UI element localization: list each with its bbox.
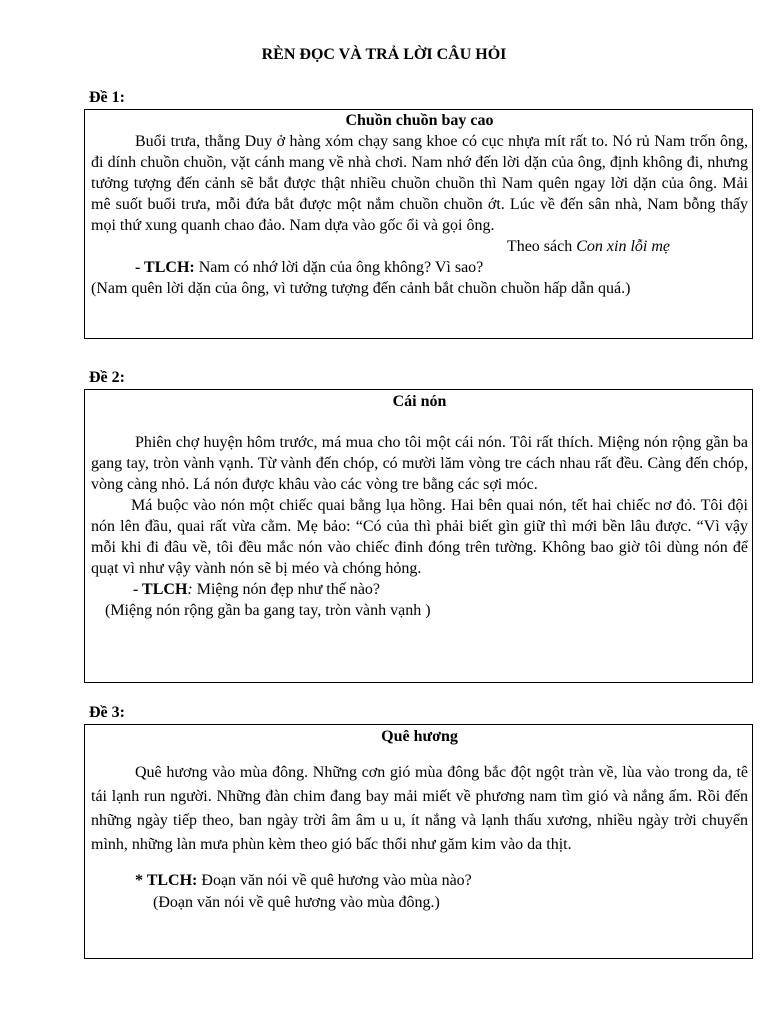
section-2-paragraph-1: Phiên chợ huyện hôm trước, má mua cho tôi một cái nón. Tôi rất thích. Miệng nón rộng gần ba gang tay, tròn vành vạnh. Từ vành đến chóp, có mười lăm vòng tre cách nhau rất đều. Càng đến chóp, vòng càng nhỏ. Lá nón được khâu vào các vòng tre bằng các sợi móc.: [91, 434, 748, 493]
section-1-heading: Chuồn chuồn bay cao: [345, 112, 494, 129]
section-2-heading: Cái nón: [392, 393, 447, 410]
section-1-paragraph: Buổi trưa, thằng Duy ở hàng xóm chạy sang khoe có cục nhựa mít rất to. Nó rủ Nam trốn ông, đi dính chuồn chuồn, vặt cánh mang về nhà chơi. Nam nhớ đến lời dặn của ông, định không đi, nhưng tưởng tượng đến cảnh sẽ bắt được thật nhiều chuồn chuồn thì Nam quên ngay lời dặn của ông. Mải mê suốt buổi trưa, mỗi đứa bắt được một nắm chuồn chuồn ớt. Lúc về đến sân nhà, Nam bỗng thấy mọi thứ xung quanh chao đảo. Nam dựa vào gốc ổi và gọi ông.: [91, 133, 748, 234]
section-3-paragraph: Quê hương vào mùa đông. Những cơn gió mùa đông bắc đột ngột tràn về, lùa vào trong da, tê tái lạnh run người. Những đàn chim đang bay mải miết về phương nam tìm gió và nắng ấm. Rồi đến những ngày tiếp theo, ban ngày trời âm âm u u, ít nắng và lạnh thấu xương, nhiều ngày trời chuyển mình, những làn mưa phùn kèm theo gió bấc thổi như găm kim vào da thịt.: [91, 764, 748, 853]
section-2-answer: (Miệng nón rộng gần ba gang tay, tròn vành vạnh ): [105, 602, 431, 619]
source-prefix: Theo sách: [506, 238, 577, 255]
section-3-heading: Quê hương: [381, 728, 458, 745]
question-colon: :: [187, 581, 193, 598]
question-text: Miệng nón đẹp như thế nào?: [192, 581, 381, 598]
section-3-label: Đề 3:: [89, 704, 125, 721]
section-2-box: [84, 389, 753, 683]
section-2-label: Đề 2:: [89, 369, 125, 386]
question-text: Nam có nhớ lời dặn của ông không? Vì sao?: [194, 259, 484, 276]
section-3-box: [84, 724, 753, 959]
section-3-question: [91, 870, 748, 892]
section-2-paragraph-2: Má buộc vào nón một chiếc quai bằng lụa hồng. Hai bên quai nón, tết hai chiếc nơ đỏ. Tôi đội nón lên đầu, quai rất vừa cằm. Mẹ bảo: “Có của thì phải biết gìn giữ thì mới bền lâu được. “Vì vậy mỗi khi đi đâu về, tôi đều mắc nón vào chiếc đinh đóng trên tường. Không bao giờ tôi dùng nón để quạt vì như vậy vành nón sẽ bị méo và chóng hỏng.: [91, 497, 748, 577]
section-3-answer: (Đoạn văn nói về quê hương vào mùa đông.): [153, 894, 440, 911]
question-label: * TLCH:: [135, 872, 198, 889]
question-label: - TLCH:: [135, 259, 195, 276]
page-title: RÈN ĐỌC VÀ TRẢ LỜI CÂU HỎI: [261, 46, 507, 63]
section-1-label: Đề 1:: [89, 89, 125, 106]
section-1-answer: (Nam quên lời dặn của ông, vì tưởng tượng đến cảnh bắt chuồn chuồn hấp dẫn quá.): [91, 280, 631, 297]
section-1-box: [84, 109, 753, 339]
question-label: - TLCH: [133, 581, 188, 598]
question-text: Đoạn văn nói về quê hương vào mùa nào?: [197, 872, 472, 889]
section-1-question: [91, 257, 748, 278]
source-title: Con xin lỗi mẹ: [576, 238, 670, 255]
section-2-question: [91, 579, 748, 600]
section-1-source: [91, 236, 748, 257]
